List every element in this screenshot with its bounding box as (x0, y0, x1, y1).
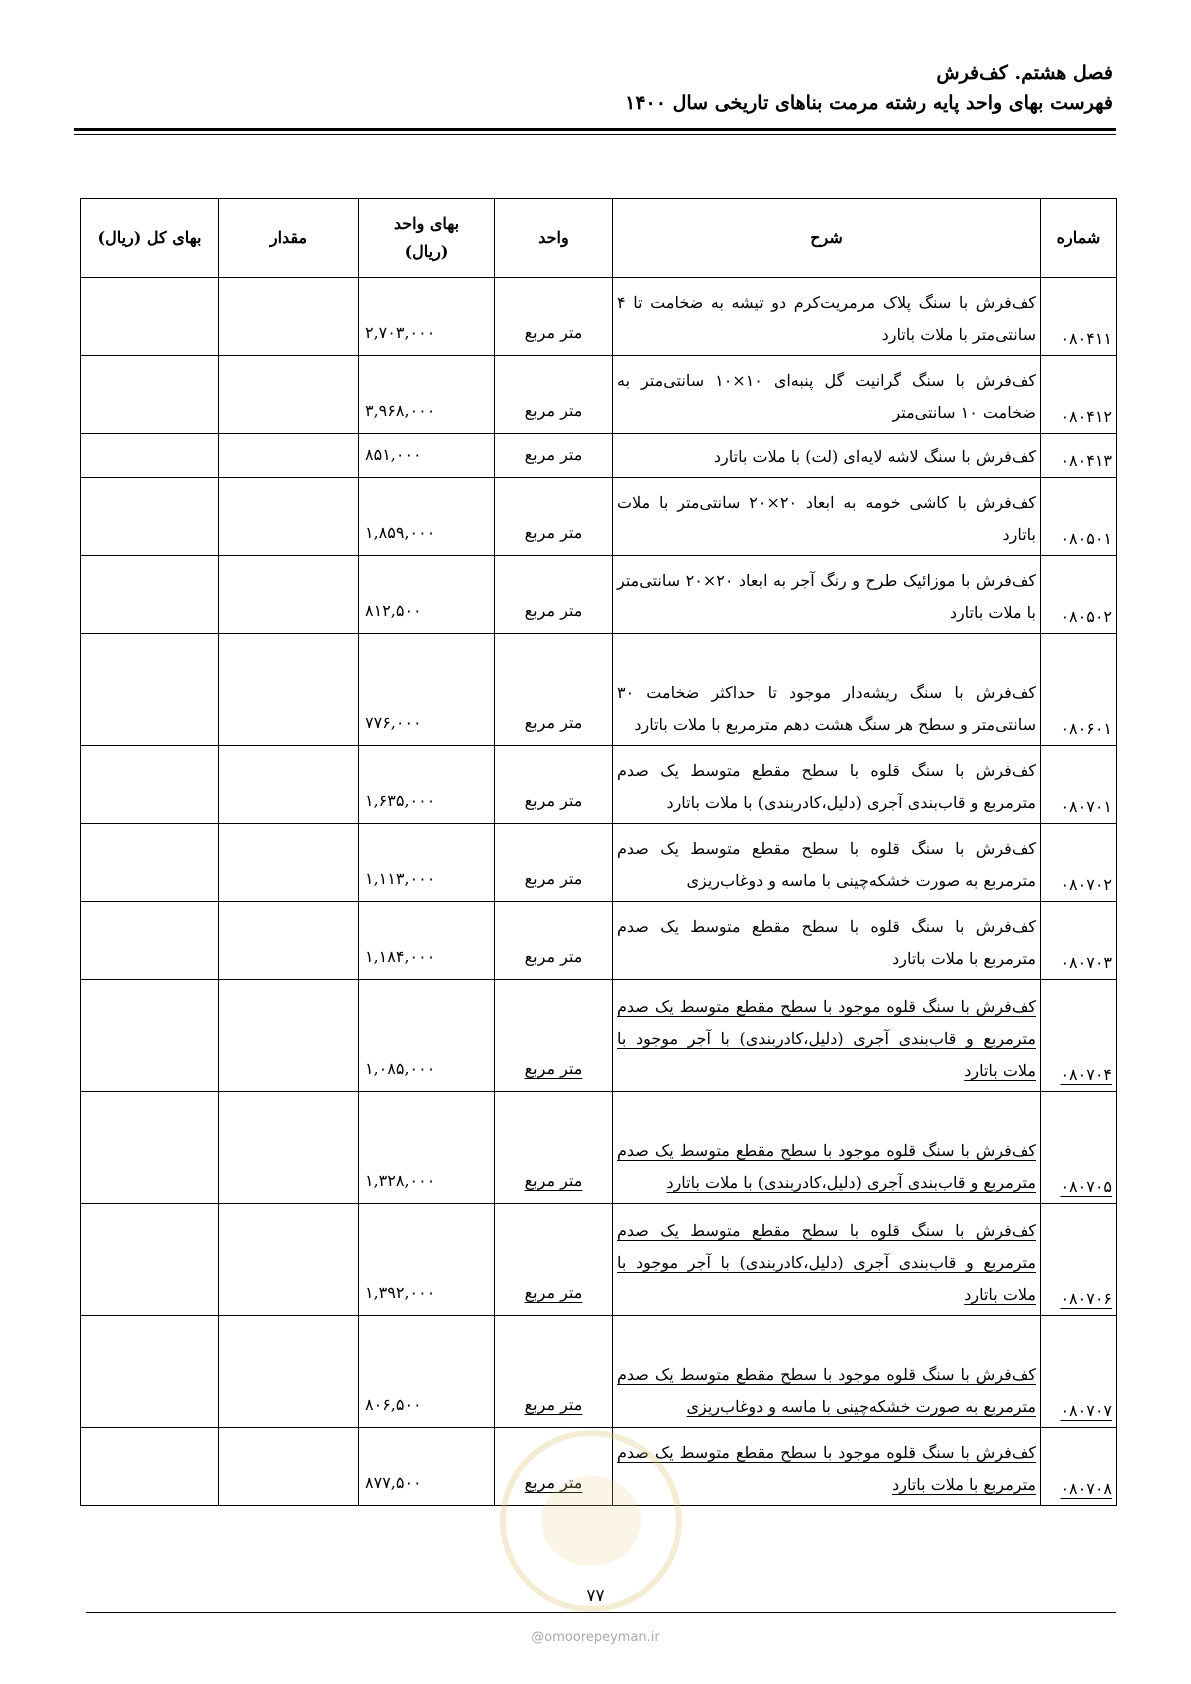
row-desc: کف‌فرش با سنگ گرانیت گل پنبه‌ای ۱۰×۱۰ سانتی‌متر به ضخامت ۱۰ سانتی‌متر (613, 356, 1041, 434)
row-unit-price: ۱,۰۸۵,۰۰۰ (359, 980, 495, 1092)
table-row (81, 478, 1117, 556)
row-desc: کف‌فرش با سنگ ریشه‌دار موجود تا حداکثر ضخامت ۳۰ سانتی‌متر و سطح هر سنگ هشت دهم مترمربع با ملات باتارد (613, 634, 1041, 746)
row-desc: کف‌فرش با سنگ پلاک مرمریت‌کرم دو تیشه به ضخامت تا ۴ سانتی‌متر با ملات باتارد (613, 278, 1041, 356)
row-code (1041, 980, 1117, 1092)
row-quantity (219, 1428, 359, 1506)
row-unit-text: متر مربع (524, 1473, 583, 1492)
chapter-title: فصل هشتم. کف‌فرش (936, 62, 1113, 84)
row-unit: متر مربع (495, 634, 613, 746)
row-code: ۰۸۰۵۰۱ (1041, 478, 1117, 556)
watermark-seal (500, 1430, 682, 1612)
row-desc: کف‌فرش با کاشی خومه به ابعاد ۲۰×۲۰ سانتی‌متر با ملات باتارد (613, 478, 1041, 556)
header-rule-thin (74, 134, 1116, 135)
row-unit-price: ۷۷۶,۰۰۰ (359, 634, 495, 746)
row-quantity (219, 1204, 359, 1316)
row-total (81, 278, 219, 356)
row-desc-text: کف‌فرش با سنگ قلوه موجود با سطح مقطع متوسط یک صدم مترمربع با ملات باتارد (617, 1443, 1036, 1494)
row-unit: متر مربع (495, 824, 613, 902)
row-unit-text: متر مربع (524, 1283, 583, 1302)
row-code-text: ۰۸۰۷۰۶ (1060, 1289, 1112, 1308)
row-code: ۰۸۰۷۰۲ (1041, 824, 1117, 902)
row-code-text: ۰۸۰۷۰۴ (1060, 1065, 1112, 1084)
row-unit (495, 1316, 613, 1428)
table-row (81, 1092, 1117, 1204)
row-unit-price: ۱,۸۵۹,۰۰۰ (359, 478, 495, 556)
row-total (81, 824, 219, 902)
row-code-text: ۰۸۰۷۰۵ (1060, 1177, 1112, 1196)
row-unit-price: ۳,۹۶۸,۰۰۰ (359, 356, 495, 434)
row-unit-price: ۲,۷۰۳,۰۰۰ (359, 278, 495, 356)
row-unit-price: ۱,۳۹۲,۰۰۰ (359, 1204, 495, 1316)
row-desc (613, 980, 1041, 1092)
table-row (81, 980, 1117, 1092)
col-header-desc: شرح (613, 199, 1041, 278)
row-unit: متر مربع (495, 902, 613, 980)
row-quantity (219, 746, 359, 824)
row-unit: متر مربع (495, 746, 613, 824)
table-row (81, 1204, 1117, 1316)
row-code: ۰۸۰۷۰۱ (1041, 746, 1117, 824)
row-code (1041, 1316, 1117, 1428)
col-header-unit-price-line2: (ریال) (404, 242, 449, 261)
row-unit-text: متر مربع (524, 1059, 583, 1078)
row-code (1041, 1092, 1117, 1204)
row-code: ۰۸۰۷۰۳ (1041, 902, 1117, 980)
row-desc: کف‌فرش با موزائیک طرح و رنگ آجر به ابعاد ۲۰×۲۰ سانتی‌متر با ملات باتارد (613, 556, 1041, 634)
row-quantity (219, 1316, 359, 1428)
row-desc (613, 1316, 1041, 1428)
row-code: ۰۸۰۴۱۲ (1041, 356, 1117, 434)
document-subtitle: فهرست بهای واحد پایه رشته مرمت بناهای تاریخی سال ۱۴۰۰ (625, 92, 1113, 114)
row-desc-text: کف‌فرش با سنگ قلوه موجود با سطح مقطع متوسط یک صدم مترمربع به صورت خشکه‌چینی با ماسه و دوغاب‌ریزی (617, 1365, 1036, 1416)
col-header-code: شماره (1041, 199, 1117, 278)
row-quantity (219, 434, 359, 478)
table-row (81, 634, 1117, 746)
col-header-unit-price-line1: بهای واحد (393, 214, 460, 233)
row-quantity (219, 478, 359, 556)
row-quantity (219, 980, 359, 1092)
col-header-quantity: مقدار (219, 199, 359, 278)
row-desc: کف‌فرش با سنگ قلوه با سطح مقطع متوسط یک صدم مترمربع و قاب‌بندی آجری (دلیل،کادربندی) با ملات باتارد (613, 746, 1041, 824)
row-total (81, 980, 219, 1092)
row-code: ۰۸۰۴۱۳ (1041, 434, 1117, 478)
row-total (81, 1092, 219, 1204)
row-total (81, 434, 219, 478)
row-unit: متر مربع (495, 556, 613, 634)
site-watermark-text: @omoorepeyman.ir (531, 1630, 660, 1645)
col-header-unit: واحد (495, 199, 613, 278)
row-desc: کف‌فرش با سنگ قلوه با سطح مقطع متوسط یک صدم مترمربع با ملات باتارد (613, 902, 1041, 980)
row-desc-text: کف‌فرش با سنگ قلوه موجود با سطح مقطع متوسط یک صدم مترمربع و قاب‌بندی آجری (دلیل،کادربندی) با ملات باتارد (617, 1141, 1036, 1192)
row-code: ۰۸۰۴۱۱ (1041, 278, 1117, 356)
row-quantity (219, 278, 359, 356)
row-quantity (219, 556, 359, 634)
row-unit (495, 1092, 613, 1204)
row-code (1041, 1204, 1117, 1316)
row-unit: متر مربع (495, 356, 613, 434)
row-unit-text: متر مربع (524, 1171, 583, 1190)
row-total (81, 1204, 219, 1316)
row-quantity (219, 356, 359, 434)
row-desc (613, 1204, 1041, 1316)
row-unit (495, 980, 613, 1092)
row-total (81, 1428, 219, 1506)
row-unit-price: ۱,۱۱۳,۰۰۰ (359, 824, 495, 902)
row-desc-text: کف‌فرش با سنگ قلوه با سطح مقطع متوسط یک صدم مترمربع و قاب‌بندی آجری (دلیل،کادربندی) با آجر موجود با ملات باتارد (617, 1221, 1036, 1304)
row-unit-price: ۱,۶۳۵,۰۰۰ (359, 746, 495, 824)
table-row (81, 434, 1117, 478)
row-code-text: ۰۸۰۷۰۸ (1060, 1479, 1112, 1498)
row-desc: کف‌فرش با سنگ قلوه با سطح مقطع متوسط یک صدم مترمربع به صورت خشکه‌چینی با ماسه و دوغاب‌ریزی (613, 824, 1041, 902)
row-total (81, 634, 219, 746)
page-header (625, 58, 1113, 118)
row-unit-price: ۱,۳۲۸,۰۰۰ (359, 1092, 495, 1204)
row-unit-price: ۸۵۱,۰۰۰ (359, 434, 495, 478)
row-total (81, 356, 219, 434)
row-quantity (219, 902, 359, 980)
col-header-total: بهای کل (ریال) (81, 199, 219, 278)
row-total (81, 746, 219, 824)
row-unit-price: ۸۱۲,۵۰۰ (359, 556, 495, 634)
row-code: ۰۸۰۵۰۲ (1041, 556, 1117, 634)
row-code (1041, 1428, 1117, 1506)
price-table (80, 198, 1117, 1506)
row-total (81, 902, 219, 980)
row-unit: متر مربع (495, 278, 613, 356)
table-row (81, 824, 1117, 902)
col-header-unit-price (359, 199, 495, 278)
table-row (81, 556, 1117, 634)
row-desc (613, 1092, 1041, 1204)
row-code: ۰۸۰۶۰۱ (1041, 634, 1117, 746)
row-unit-price: ۱,۱۸۴,۰۰۰ (359, 902, 495, 980)
row-total (81, 556, 219, 634)
row-total (81, 1316, 219, 1428)
table-row (81, 356, 1117, 434)
row-quantity (219, 824, 359, 902)
row-desc-text: کف‌فرش با سنگ قلوه موجود با سطح مقطع متوسط یک صدم مترمربع و قاب‌بندی آجری (دلیل،کادربندی) با آجر موجود با ملات باتارد (617, 997, 1036, 1080)
table-row (81, 902, 1117, 980)
row-quantity (219, 634, 359, 746)
row-unit: متر مربع (495, 434, 613, 478)
row-unit-price: ۸۷۷,۵۰۰ (359, 1428, 495, 1506)
table-row (81, 746, 1117, 824)
row-quantity (219, 1092, 359, 1204)
footer-rule (86, 1612, 1116, 1613)
row-code-text: ۰۸۰۷۰۷ (1060, 1401, 1112, 1420)
table-header-row (81, 199, 1117, 278)
row-unit: متر مربع (495, 478, 613, 556)
table-row (81, 278, 1117, 356)
row-total (81, 478, 219, 556)
row-unit-price: ۸۰۶,۵۰۰ (359, 1316, 495, 1428)
row-unit-text: متر مربع (524, 1395, 583, 1414)
table-row (81, 1316, 1117, 1428)
page-number: ۷۷ (586, 1586, 605, 1606)
row-desc: کف‌فرش با سنگ لاشه لایه‌ای (لت) با ملات باتارد (613, 434, 1041, 478)
watermark-seal-center (541, 1476, 641, 1566)
header-rule-thick (74, 128, 1116, 131)
row-unit (495, 1204, 613, 1316)
